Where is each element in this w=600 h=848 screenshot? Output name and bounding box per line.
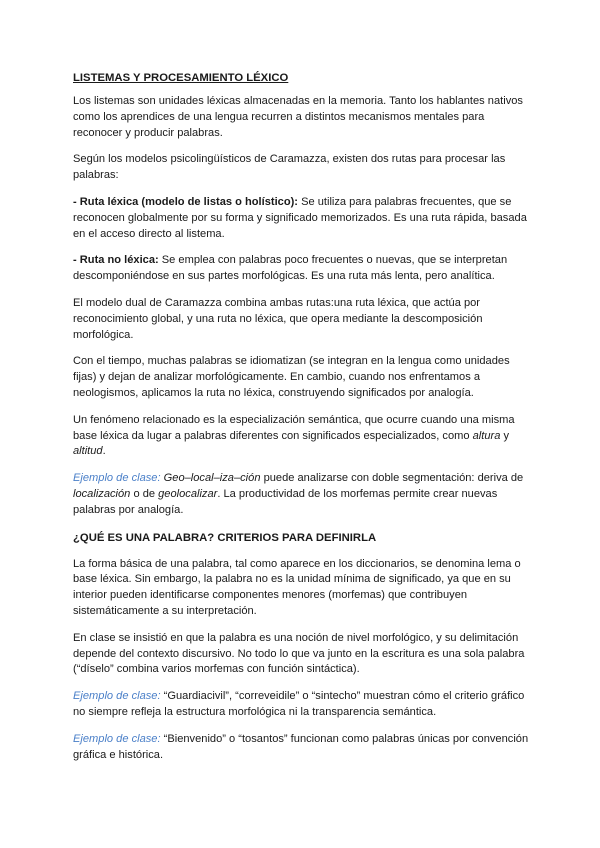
paragraph-example-guardiacivil (73, 689, 530, 721)
especializacion-connector: y (500, 429, 510, 442)
paragraph-ruta-lexica (73, 195, 530, 242)
paragraph-especializacion (73, 413, 530, 460)
especializacion-text: Un fenómeno relacionado es la especialización semántica, que ocurre cuando una misma base léxica da lugar a palabras diferentes con significados especializados, como (73, 413, 515, 442)
example-text: “Guardiacivil”, “correveidile” o “sintecho” muestran cómo el criterio gráfico no siempre refleja la estructura morfológica ni la transparencia semántica. (73, 690, 525, 718)
example-text-end: . La productividad de los morfemas permite crear nuevas palabras por analogía. (73, 487, 498, 516)
paragraph-modelo-dual: El modelo dual de Caramazza combina ambas rutas:una ruta léxica, que actúa por reconocimiento global, y una ruta no léxica, que opera mediante la descomposición morfológica. (73, 296, 483, 341)
section-title-listemas: LISTEMAS Y PROCESAMIENTO LÉXICO (73, 72, 289, 84)
paragraph-example-bienvenido (73, 732, 530, 764)
example-word-geolocalizacion: Geo–local–iza–ción (160, 472, 261, 485)
paragraph-example-geolocalizacion (73, 471, 530, 518)
example-connector: o de (130, 487, 159, 500)
especializacion-end: . (102, 445, 106, 458)
ruta-no-lexica-text: Se emplea con palabras poco frecuentes o nuevas, que se interpretan descomponiéndose en sus partes morfológicas. Es una ruta más lenta, pero analítica. (73, 254, 508, 283)
example-label: Ejemplo de clase: (73, 732, 161, 745)
example-label: Ejemplo de clase: (73, 690, 161, 703)
word-altitud: altitud (73, 445, 103, 458)
paragraph-idiomatizacion: Con el tiempo, muchas palabras se idiomatizan (se integran en la lengua como unidades fijas) y dejan de analizar morfológicamente. En cambio, cuando nos enfrentamos a neologismos, aplicamos la ruta no léxica, construyendo significados por analogía. (73, 355, 510, 399)
paragraph-lema: La forma básica de una palabra, tal como aparece en los diccionarios, se denomina lema o base léxica. Sin embargo, la palabra no es la unidad mínima de significado, ya que en su interior pueden identificarse componentes menores (morfemas) que contribuyen sistemáticamente a su interpretación. (73, 557, 521, 617)
ruta-lexica-text: Se utiliza para palabras frecuentes, que se reconocen globalmente por su forma y significado memorizados. Es una ruta rápida, basada en el acceso directo al listema. (73, 195, 527, 240)
example-text: puede analizarse con doble segmentación: deriva de (260, 472, 524, 485)
section-title-palabra: ¿QUÉ ES UNA PALABRA? CRITERIOS PARA DEFINIRLA (73, 531, 377, 544)
example-text: “Bienvenido” o “tosantos” funcionan como palabras únicas por convención gráfica e histórica. (73, 732, 529, 761)
example-word-geolocalizar: geolocalizar (158, 487, 218, 500)
example-label: Ejemplo de clase: (73, 472, 161, 485)
example-word-localizacion: localización (73, 487, 131, 500)
ruta-no-lexica-label: - Ruta no léxica: (73, 254, 159, 267)
paragraph-listemas-intro: Los listemas son unidades léxicas almacenadas en la memoria. Tanto los hablantes nativos como los aprendices de una lengua recurren a distintos mecanismos mentales para reconocer y producir palabras. (73, 95, 523, 139)
paragraph-nocion-morfologica: En clase se insistió en que la palabra es una noción de nivel morfológico, y su delimitación depende del contexto discursivo. No todo lo que va junto en la escritura es una sola palabra (“díselo” combina varios morfemas con función sintáctica). (73, 631, 525, 676)
ruta-lexica-label: - Ruta léxica (modelo de listas o holístico): (73, 195, 298, 208)
word-altura: altura (472, 429, 501, 442)
paragraph-ruta-no-lexica (73, 253, 530, 285)
paragraph-caramazza-routes: Según los modelos psicolingüísticos de Caramazza, existen dos rutas para procesar las palabras: (73, 153, 506, 182)
